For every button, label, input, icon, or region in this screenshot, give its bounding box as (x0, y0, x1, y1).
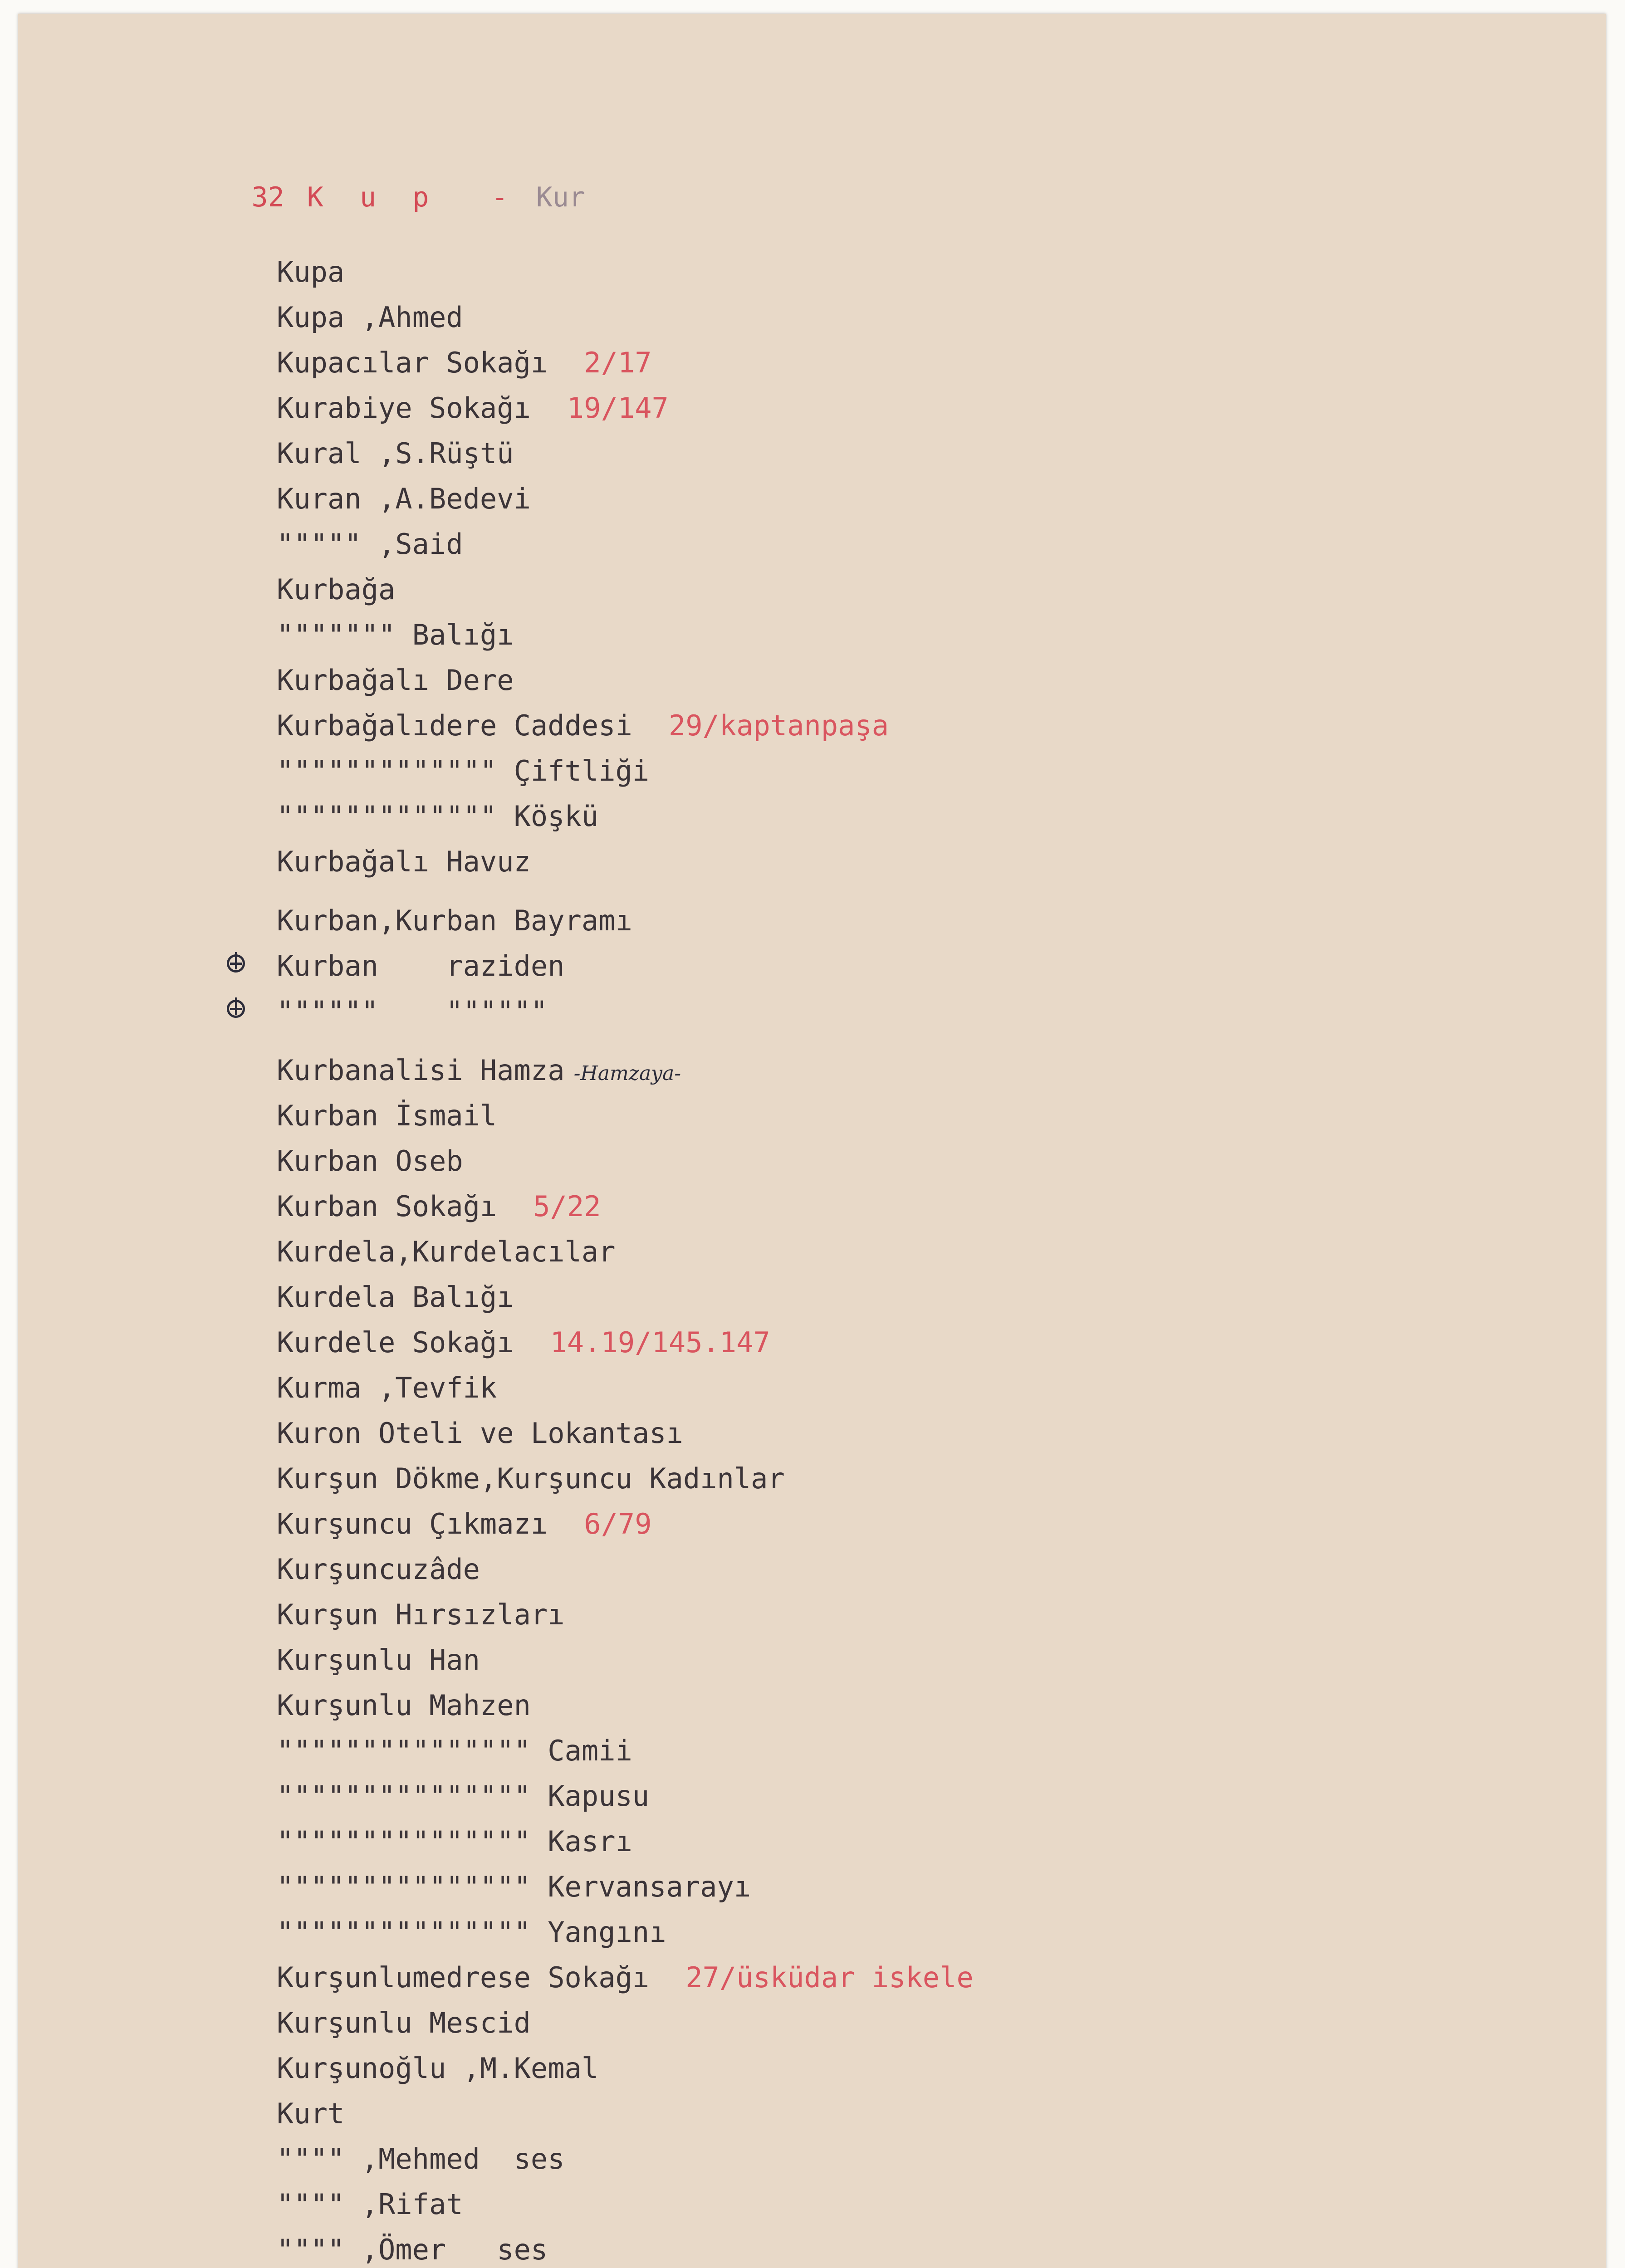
list-item (277, 2091, 1547, 2136)
list-item (277, 249, 1547, 295)
entry-text: Kurşunlu Han (277, 1643, 480, 1677)
list-item (277, 2136, 1547, 2182)
entry-text: """"""""""""" Çiftliği (277, 754, 650, 787)
list-item (277, 1501, 1547, 1547)
entry-text: Kural ,S.Rüştü (277, 437, 514, 470)
entry-text: Kurban Sokağı (277, 1190, 497, 1223)
entry-text: Kupacılar Sokağı (277, 346, 548, 379)
entry-reference: 5/22 (533, 1190, 601, 1223)
list-item (277, 1728, 1547, 1774)
entry-text: """""" """""" (277, 995, 548, 1028)
list-item (277, 2182, 1547, 2227)
entry-text: Kurdele Sokağı (277, 1326, 514, 1359)
entry-text: """"""""""""""" Kapusu (277, 1779, 650, 1813)
list-item (277, 1275, 1547, 1320)
entry-reference: 2/17 (584, 346, 652, 379)
entry-text: Kurşun Dökme,Kurşuncu Kadınlar (277, 1462, 785, 1495)
circled-plus-icon (227, 1000, 245, 1018)
entry-text: Kurbağalı Dere (277, 664, 514, 697)
entry-text: Kurban,Kurban Bayramı (277, 904, 632, 937)
list-item (277, 1320, 1547, 1365)
entry-text: Kurbağalı Havuz (277, 845, 531, 878)
entry-text: Kurdela Balığı (277, 1281, 514, 1314)
entry-text: """"" ,Said (277, 528, 463, 561)
list-item (277, 748, 1547, 794)
list-item (277, 1139, 1547, 1184)
list-item (277, 1637, 1547, 1683)
entry-reference: 19/147 (567, 391, 669, 425)
entry-text: """"""""""""""" Kasrı (277, 1825, 632, 1858)
list-item (277, 1456, 1547, 1501)
list-item (277, 567, 1547, 612)
list-item (277, 1093, 1547, 1139)
list-item (277, 2227, 1547, 2268)
document-sheet (18, 14, 1606, 2268)
list-item (277, 1547, 1547, 1592)
circled-plus-icon (227, 954, 245, 973)
entry-text: Kurşunlu Mescid (277, 2006, 531, 2039)
entry-text: Kurşunlu Mahzen (277, 1689, 531, 1722)
entry-text: Kurbanalisi Hamza (277, 1054, 565, 1087)
entry-text: Kurdela,Kurdelacılar (277, 1235, 616, 1268)
list-item (277, 1048, 1547, 1093)
list-item (277, 476, 1547, 522)
entry-text: Kurşun Hırsızları (277, 1598, 565, 1631)
entry-text: """"""""""""""" Camii (277, 1734, 632, 1767)
list-item (277, 1683, 1547, 1728)
header-letters: K u p - (307, 181, 518, 213)
page-header (186, 150, 586, 213)
entry-text: Kurma ,Tevfik (277, 1371, 497, 1404)
entry-list (277, 249, 1547, 2268)
entry-text: """"""" Balığı (277, 618, 514, 651)
list-item (277, 295, 1547, 340)
entry-reference: 29/kaptanpaşa (668, 709, 889, 742)
page-number: 32 (251, 181, 284, 213)
entry-text: Kuron Oteli ve Lokantası (277, 1417, 683, 1450)
list-item (277, 340, 1547, 386)
list-item (277, 839, 1547, 885)
entry-text: Kuran ,A.Bedevi (277, 482, 531, 515)
list-item (277, 703, 1547, 748)
list-item (277, 658, 1547, 703)
list-item (277, 386, 1547, 431)
entry-text: """" ,Ömer ses (277, 2233, 548, 2266)
entry-text: Kurşunoğlu ,M.Kemal (277, 2052, 599, 2085)
entry-text: Kurbağa (277, 573, 396, 606)
list-item (277, 1774, 1547, 1819)
list-item (277, 1819, 1547, 1864)
entry-text: """"""""""""" Köşkü (277, 800, 599, 833)
entry-text: Kurşuncu Çıkmazı (277, 1507, 548, 1540)
list-item (277, 2000, 1547, 2046)
list-item (277, 794, 1547, 839)
entry-text: Kurban raziden (277, 949, 565, 982)
list-item (277, 1411, 1547, 1456)
list-item (277, 431, 1547, 476)
entry-text: Kupa ,Ahmed (277, 301, 463, 334)
list-item (277, 1184, 1547, 1229)
list-item (277, 1592, 1547, 1637)
list-item (277, 1910, 1547, 1955)
list-item (277, 522, 1547, 567)
entry-reference: 27/üsküdar iskele (685, 1961, 974, 1994)
list-item (277, 898, 1547, 943)
entry-text: Kurşuncuzâde (277, 1553, 480, 1586)
list-item (277, 1864, 1547, 1910)
entry-text: """"""""""""""" Kervansarayı (277, 1870, 751, 1903)
entry-reference: 6/79 (584, 1507, 652, 1540)
list-item (277, 1365, 1547, 1411)
entry-reference: 14.19/145.147 (550, 1326, 770, 1359)
entry-text: """" ,Mehmed ses (277, 2142, 565, 2175)
entry-text: Kurban İsmail (277, 1099, 497, 1132)
header-title: Kur (536, 181, 586, 213)
list-item (277, 612, 1547, 658)
list-item (277, 1955, 1547, 2000)
entry-text: Kupa (277, 255, 345, 288)
entry-text: """"""""""""""" Yangını (277, 1916, 666, 1949)
entry-text: Kurşunlumedrese Sokağı (277, 1961, 650, 1994)
handwritten-note: -Hamzaya- (573, 1062, 681, 1085)
list-item (277, 989, 1547, 1034)
list-item (277, 2046, 1547, 2091)
entry-text: Kurbağalıdere Caddesi (277, 709, 632, 742)
entry-text: Kurabiye Sokağı (277, 391, 531, 425)
entry-text: """" ,Rifat (277, 2188, 463, 2221)
entry-text: Kurban Oseb (277, 1144, 463, 1178)
list-item (277, 943, 1547, 989)
list-item (277, 1229, 1547, 1275)
entry-text: Kurt (277, 2097, 345, 2130)
